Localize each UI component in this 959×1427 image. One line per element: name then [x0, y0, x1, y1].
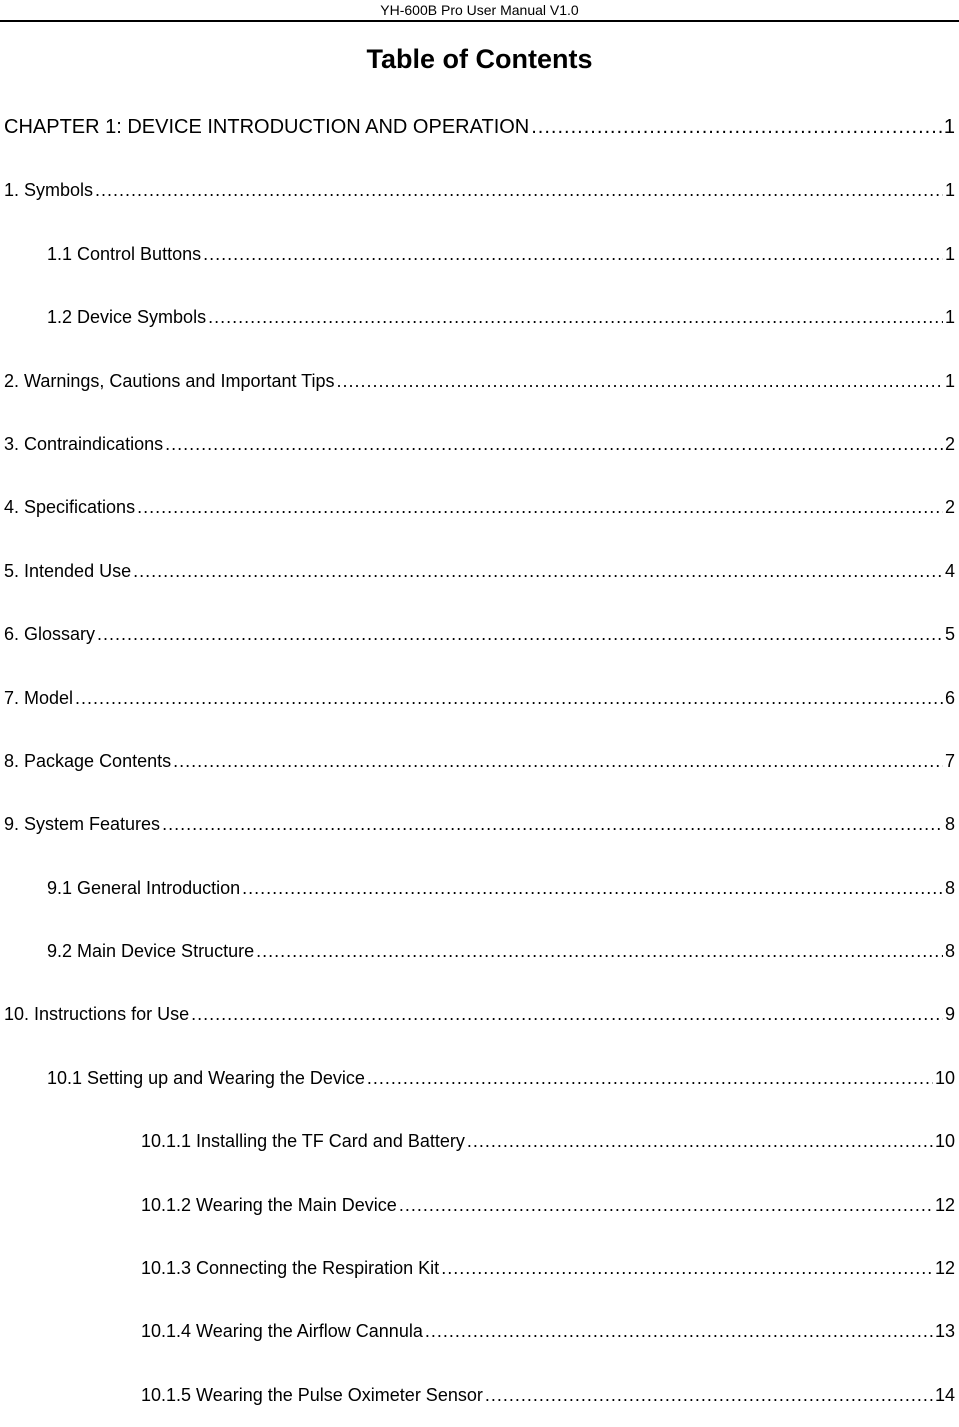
toc-entry-label: 1. Symbols: [4, 180, 94, 201]
toc-dot-leader: [399, 1174, 933, 1237]
toc-page-number: 13: [934, 1321, 955, 1342]
toc-dot-leader: [208, 286, 943, 349]
toc-page-number: 1: [944, 370, 955, 391]
toc-entry-intended-use[interactable]: [0, 540, 955, 603]
toc-dot-leader: [191, 983, 943, 1046]
toc-entry-label: 6. Glossary: [4, 624, 96, 645]
toc-entry-label: 10. Instructions for Use: [4, 1004, 190, 1025]
toc-dot-leader: [242, 857, 943, 920]
toc-entry-label: 3. Contraindications: [4, 433, 164, 454]
toc-page-number: 2: [944, 497, 955, 518]
toc-page-number: 6: [944, 687, 955, 708]
toc-dot-leader: [337, 350, 943, 413]
toc-entry-label: 10.1.5 Wearing the Pulse Oximeter Sensor: [141, 1384, 483, 1405]
toc-page-number: 1: [944, 307, 955, 328]
toc-entry-label: 2. Warnings, Cautions and Important Tips: [4, 370, 335, 391]
toc-entry-glossary[interactable]: [0, 603, 955, 666]
toc-dot-leader: [173, 730, 943, 793]
toc-entry-warnings[interactable]: [0, 350, 955, 413]
toc-dot-leader: [162, 793, 943, 856]
toc-entry-wearing-main-device[interactable]: [0, 1174, 955, 1237]
toc-dot-leader: [203, 223, 943, 286]
toc-entry-label: 8. Package Contents: [4, 750, 172, 771]
toc-page-number: 1: [944, 180, 955, 201]
toc-page-number: 10: [934, 1067, 955, 1088]
toc-entry-wearing-pulse-oximeter[interactable]: [0, 1364, 955, 1427]
toc-page-number: 8: [944, 877, 955, 898]
running-header: [0, 0, 959, 22]
toc-page-number: 12: [934, 1194, 955, 1215]
toc-list: [0, 96, 955, 1427]
toc-page-number: 5: [944, 624, 955, 645]
toc-dot-leader: [441, 1237, 933, 1300]
toc-entry-main-device-structure[interactable]: [0, 920, 955, 983]
toc-dot-leader: [531, 96, 942, 159]
toc-entry-control-buttons[interactable]: [0, 223, 955, 286]
toc-entry-label: 4. Specifications: [4, 497, 136, 518]
toc-entry-label: 5. Intended Use: [4, 560, 132, 581]
toc-entry-label: 9.2 Main Device Structure: [47, 941, 255, 962]
toc-dot-leader: [485, 1364, 933, 1427]
toc-entry-label: 10.1.2 Wearing the Main Device: [141, 1194, 397, 1215]
toc-entry-label: 9.1 General Introduction: [47, 877, 241, 898]
toc-entry-model[interactable]: [0, 667, 955, 730]
toc-entry-general-introduction[interactable]: [0, 857, 955, 920]
toc-entry-label: 10.1.4 Wearing the Airflow Cannula: [141, 1321, 423, 1342]
toc-page-number: 10: [934, 1131, 955, 1152]
toc-entry-label: 10.1.3 Connecting the Respiration Kit: [141, 1258, 440, 1279]
toc-page-number: 9: [944, 1004, 955, 1025]
toc-entry-label: 10.1 Setting up and Wearing the Device: [47, 1067, 365, 1088]
toc-entry-connecting-respiration-kit[interactable]: [0, 1237, 955, 1300]
toc-page-number: 2: [944, 433, 955, 454]
toc-entry-system-features[interactable]: [0, 793, 955, 856]
toc-entry-chapter-1[interactable]: [0, 96, 955, 159]
toc-dot-leader: [256, 920, 943, 983]
toc-entry-setting-up-device[interactable]: [0, 1047, 955, 1110]
toc-entry-installing-tf-card[interactable]: [0, 1110, 955, 1173]
toc-entry-wearing-airflow-cannula[interactable]: [0, 1300, 955, 1363]
toc-entry-label: 1.1 Control Buttons: [47, 243, 202, 264]
toc-page-number: 12: [934, 1258, 955, 1279]
toc-dot-leader: [75, 667, 943, 730]
toc-entry-label: 10.1.1 Installing the TF Card and Battery: [141, 1131, 465, 1152]
toc-dot-leader: [367, 1047, 933, 1110]
toc-entry-symbols[interactable]: [0, 159, 955, 222]
toc-page-number: 4: [944, 560, 955, 581]
toc-page-number: 1: [944, 243, 955, 264]
running-header-title: YH-600B Pro User Manual V1.0: [380, 2, 579, 18]
toc-entry-instructions-for-use[interactable]: [0, 983, 955, 1046]
toc-page-number: 7: [944, 750, 955, 771]
toc-entry-device-symbols[interactable]: [0, 286, 955, 349]
toc-dot-leader: [137, 476, 943, 539]
toc-dot-leader: [467, 1110, 933, 1173]
toc-dot-leader: [97, 603, 943, 666]
toc-page-number: 14: [934, 1384, 955, 1405]
toc-dot-leader: [95, 159, 943, 222]
toc-entry-label: 1.2 Device Symbols: [47, 307, 207, 328]
toc-entry-label: 9. System Features: [4, 814, 161, 835]
toc-dot-leader: [133, 540, 943, 603]
toc-page-number: 1: [943, 116, 955, 138]
toc-entry-contraindications[interactable]: [0, 413, 955, 476]
toc-dot-leader: [425, 1300, 933, 1363]
toc-page-number: 8: [944, 941, 955, 962]
toc-entry-label: 7. Model: [4, 687, 74, 708]
page-title: Table of Contents: [366, 44, 593, 74]
toc-entry-label: CHAPTER 1: DEVICE INTRODUCTION AND OPERATION: [4, 116, 530, 138]
toc-entry-package-contents[interactable]: [0, 730, 955, 793]
toc-dot-leader: [165, 413, 943, 476]
toc-entry-specifications[interactable]: [0, 476, 955, 539]
toc-page-number: 8: [944, 814, 955, 835]
